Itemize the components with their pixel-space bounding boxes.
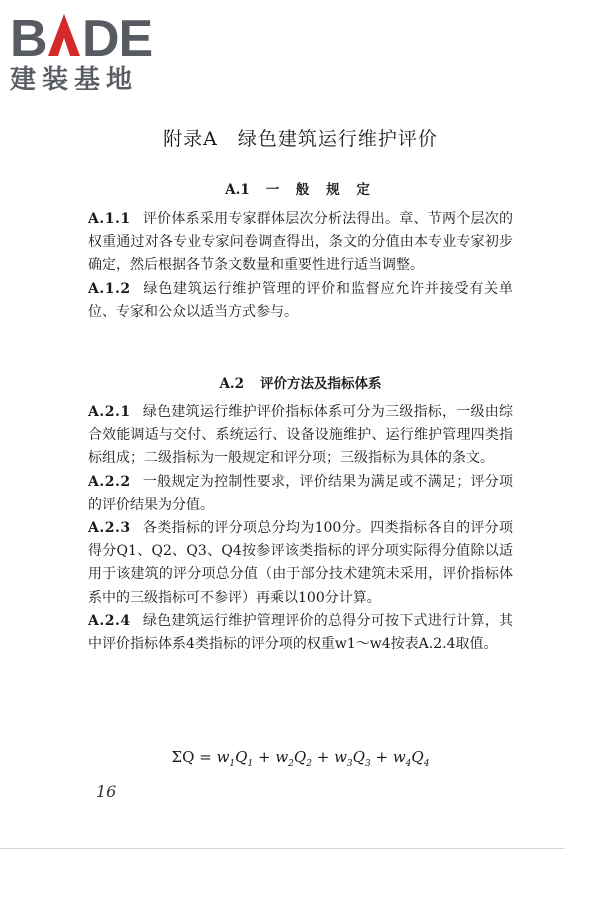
clause-number: A.2.2 <box>88 473 131 490</box>
clauses-a1 <box>88 208 513 324</box>
section-heading: 一 般 规 定 <box>265 182 376 198</box>
logo <box>8 6 178 96</box>
formula-plus: + <box>375 748 393 766</box>
formula-lhs: ΣQ <box>171 748 195 766</box>
logo-brand-text-de: DE <box>82 10 153 68</box>
formula-term-1: $w_1Q_1$ <box>216 748 254 769</box>
clause-number: A.2.1 <box>88 404 131 420</box>
appendix-title: 附录A 绿色建筑运行维护评价 <box>163 128 438 150</box>
clause-text: 绿色建筑运行维护管理的评价和监督应允许并接受有关单位、专家和公众以适当方式参与。 <box>88 280 513 320</box>
section-title-a2 <box>88 372 513 392</box>
clause-text: 绿色建筑运行维护评价指标体系可分为三级指标，一级由综合效能调适与交付、系统运行、设备设施维护、运行维护管理四类指标组成；二级指标为一般规定和评分项；三级指标为具体的条文。 <box>88 404 513 467</box>
clause-number: A.2.3 <box>88 520 131 537</box>
page-number: 16 <box>96 782 117 801</box>
clause-a2-1 <box>88 401 513 471</box>
formula-term-4: $w_4Q_4$ <box>392 748 430 769</box>
clause-a2-4 <box>88 610 513 656</box>
page-bottom-divider <box>0 848 565 849</box>
section-heading: 评价方法及指标体系 <box>260 376 382 392</box>
formula-term-3: $w_3Q_3$ <box>334 748 371 769</box>
formula-term-2: $w_2Q_2$ <box>275 748 312 769</box>
clause-a2-3 <box>88 517 513 610</box>
logo-chinese-text: 建装基地 <box>10 65 139 95</box>
formula-plus: + <box>257 748 276 766</box>
logo-brand-text: B <box>10 10 47 68</box>
clause-number: A.1.2 <box>88 280 131 297</box>
logo-a-triangle <box>48 14 80 56</box>
sum-formula <box>88 748 513 769</box>
section-title-a1 <box>88 178 513 198</box>
clause-a2-2 <box>88 471 513 517</box>
formula-equals: = <box>199 748 217 766</box>
clause-a1-1 <box>88 208 513 278</box>
clause-a1-2 <box>88 278 513 324</box>
clause-text: 评价体系采用专家群体层次分析法得出。章、节两个层次的权重通过对各专业专家问卷调查得出，条文的分值由本专业专家初步确定，然后根据各节条文数量和重要性进行适当调整。 <box>88 211 513 274</box>
section-number: A.2 <box>219 376 245 392</box>
section-number: A.1 <box>225 182 250 198</box>
bade-logo-graphic <box>8 6 178 96</box>
clause-text: 一般规定为控制性要求，评价结果为满足或不满足；评分项的评价结果为分值。 <box>88 473 513 513</box>
clause-text: 绿色建筑运行维护管理评价的总得分可按下式进行计算，其中评价指标体系4类指标的评分项的权重w1～w4按表A.2.4取值。 <box>88 612 513 653</box>
clause-text: 各类指标的评分项总分均为100分。四类指标各自的评分项得分Q1、Q2、Q3、Q4按参评该类指标的评分项实际得分值除以适用于该建筑的评分项总分值（由于部分技术建筑未采用，评价指标体系中的三级指标可不参评）再乘以100分计算。 <box>88 520 513 606</box>
clauses-a2 <box>88 401 513 656</box>
clause-number: A.1.1 <box>88 211 131 227</box>
clause-number: A.2.4 <box>88 612 131 629</box>
formula-plus: + <box>316 748 335 766</box>
